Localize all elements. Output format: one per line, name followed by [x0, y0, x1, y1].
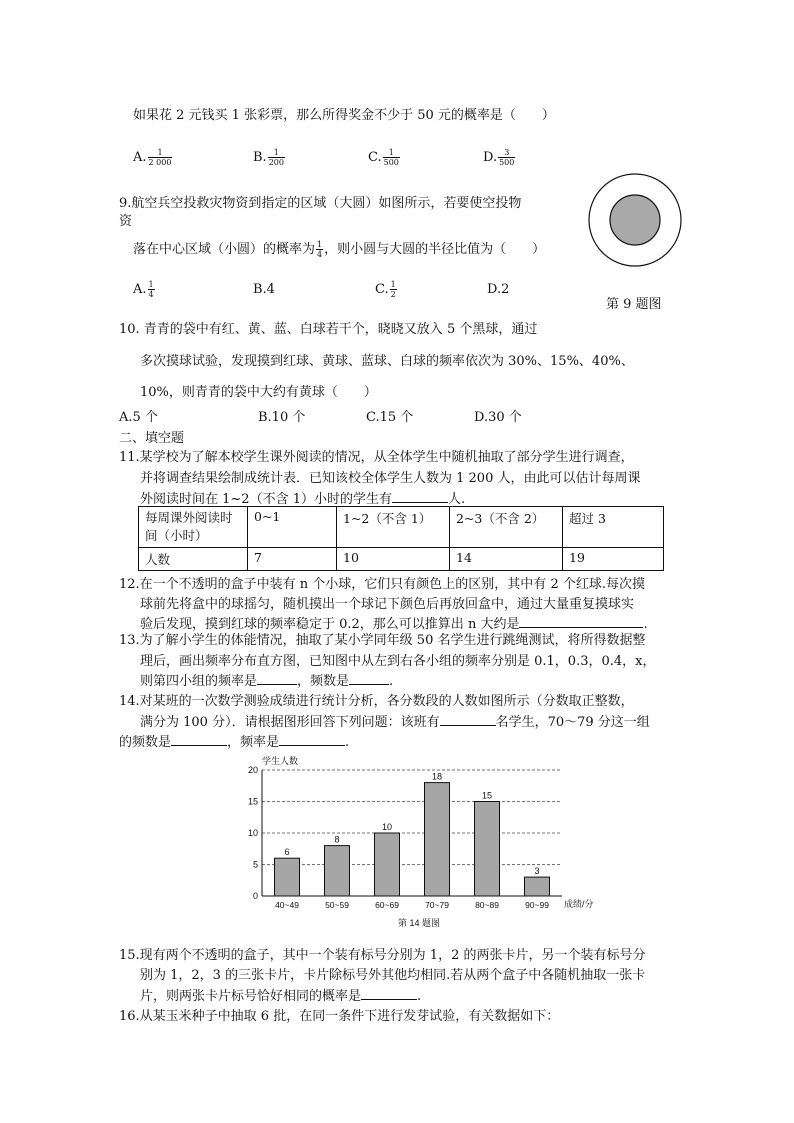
chart-ylabel: 学生人数: [262, 756, 299, 766]
table-header-cell: 超过 3: [563, 507, 664, 548]
small-circle: [610, 195, 660, 245]
q11-line1: 11.某学校为了解本校学生课外阅读的情况，从全体学生中随机抽取了部分学生进行调查，: [119, 450, 634, 465]
chart-data-label: 8: [334, 834, 340, 845]
q14-line2: [140, 711, 650, 730]
q9-c-num: 1: [390, 280, 396, 289]
table-cell: 人数: [139, 548, 248, 571]
q8-d-num: 3: [498, 148, 515, 158]
table-header-cell: 0~1: [248, 507, 337, 548]
table-row: [139, 548, 664, 571]
q9-frac-num: 1: [317, 240, 323, 249]
q9-circle-figure: [585, 170, 685, 270]
q8-option-d-label: D.: [483, 150, 498, 165]
chart-ytick-label: 5: [252, 859, 258, 870]
q9-option-c-label: C.: [375, 282, 389, 297]
chart-ytick-label: 0: [252, 891, 258, 901]
chart-xtick-label: 80~89: [475, 900, 499, 910]
chart-bar: [525, 877, 550, 896]
q14-students-blank[interactable]: [440, 713, 496, 726]
q11-line3: [140, 488, 465, 507]
q8-option-d-fraction: [498, 148, 515, 167]
section-title-fill-in: 二、填空题: [119, 431, 185, 446]
q9-quarter-fraction: [316, 240, 323, 259]
q8-option-a[interactable]: [133, 148, 173, 167]
q8-stem: 如果花 2 元钱买 1 张彩票，那么所得奖金不少于 50 元的概率是（ ）: [133, 108, 555, 123]
q13-line3: [140, 670, 393, 689]
q14-count-blank[interactable]: [171, 733, 227, 746]
q12-line2: 球前先将盒中的球摇匀，随机摸出一个球记下颜色后再放回盒中，通过大量重复摸球实: [140, 597, 635, 612]
chart-ytick-label: 10: [247, 828, 258, 838]
q14-line3: [119, 731, 349, 750]
chart-data-label: 18: [431, 771, 443, 782]
chart-xlabel: 成绩/分: [564, 899, 594, 909]
q9-c-den: 2: [390, 290, 396, 299]
table-header-cell: 1~2（不含 1）: [337, 507, 450, 548]
q9-a-den: 4: [148, 290, 154, 299]
q14-line3-text: 的频数是: [119, 735, 172, 750]
q8-a-den: 2 000: [148, 158, 172, 167]
q10-option-b[interactable]: B.10 个: [258, 410, 306, 425]
chart-xtick-label: 70~79: [425, 900, 449, 910]
chart-caption: 第 14 题图: [398, 918, 441, 928]
q12-line1: 12.在一个不透明的盒子中装有 n 个小球，它们只有颜色上的区别，其中有 2 个红球.每次摸: [119, 577, 645, 592]
q9-option-d[interactable]: D.2: [487, 282, 510, 297]
q14-line3-end: .: [345, 735, 350, 750]
q8-option-b-fraction: [268, 148, 285, 167]
q9-line1b: 资: [119, 214, 133, 229]
table-cell: 14: [450, 548, 563, 571]
q10-line1: 10. 青青的袋中有红、黄、蓝、白球若干个，晓晓又放入 5 个黑球，通过: [119, 322, 538, 337]
table-row: [139, 507, 664, 548]
chart-ytick-label: 20: [247, 765, 258, 775]
q8-option-c[interactable]: [368, 148, 401, 167]
chart-bar: [375, 833, 400, 896]
q9-option-a[interactable]: [133, 280, 156, 299]
q8-d-den: 500: [499, 158, 515, 167]
q9-figure-caption: 第 9 题图: [606, 297, 662, 312]
chart-bar: [275, 858, 300, 896]
q10-option-d[interactable]: D.30 个: [474, 410, 522, 425]
q15-line3: [140, 985, 421, 1004]
q13-line3-mid: ，频数是: [297, 674, 350, 689]
q10-line3: 10%，则青青的袋中大约有黄球（ ）: [140, 385, 377, 400]
q11-answer-blank[interactable]: [392, 490, 448, 503]
chart-data-label: 3: [534, 866, 540, 877]
q13-line1: 13.为了解小学生的体能情况，抽取了某小学同年级 50 名学生进行跳绳测试，将所得数据整: [119, 633, 646, 648]
q13-frequency-blank[interactable]: [257, 672, 297, 685]
q8-b-den: 200: [268, 158, 284, 167]
q9-option-c[interactable]: [375, 280, 398, 299]
q10-line2: 多次摸球试验，发现摸到红球、黄球、蓝球、白球的频率依次为 30%、15%、40%、: [140, 354, 634, 369]
q13-count-blank[interactable]: [349, 672, 389, 685]
q8-option-c-label: C.: [368, 150, 382, 165]
q14-frequency-blank[interactable]: [279, 733, 345, 746]
q10-option-a[interactable]: A.5 个: [119, 410, 158, 425]
q9-line1: 9.航空兵空投救灾物资到指定的区域（大圆）如图所示，若要使空投物: [119, 196, 522, 211]
q14-line1: 14.对某班的一次数学测验成绩进行统计分析，各分数段的人数如图所示（分数取正整数，: [119, 694, 634, 709]
q9-option-b[interactable]: B.4: [253, 282, 275, 297]
q13-line2: 理后，画出频率分布直方图，已知图中从左到右各小组的频率分别是 0.1，0.3，0.4，x，: [140, 654, 656, 669]
q11-line3-text: 外阅读时间在 1~2（不含 1）小时的学生有: [140, 492, 392, 507]
table-header-cell: 2~3（不含 2）: [450, 507, 563, 548]
q15-line1: 15.现有两个不透明的盒子，其中一个装有标号分别为 1，2 的两张卡片，另一个装有标号分: [119, 948, 646, 963]
q15-line3-text: 片，则两张卡片标号恰好相同的概率是: [140, 989, 362, 1004]
q16-line1: 16.从某玉米种子中抽取 6 批，在同一条件下进行发芽试验，有关数据如下：: [119, 1009, 560, 1024]
table-header-cell: 每周课外阅读时间（小时）: [139, 507, 248, 548]
q14-bar-chart: [240, 752, 610, 932]
table-cell: 7: [248, 548, 337, 571]
q13-line3-text: 则第四小组的频率是: [140, 674, 258, 689]
q8-c-num: 1: [383, 148, 400, 158]
chart-bar: [475, 802, 500, 897]
q8-b-num: 1: [268, 148, 285, 158]
q8-option-b[interactable]: [253, 148, 286, 167]
q14-line2-text: 满分为 100 分）．请根据图形回答下列问题：该班有: [140, 715, 440, 730]
chart-data-label: 6: [284, 847, 290, 858]
q8-option-a-label: A.: [133, 150, 147, 165]
q9-option-a-fraction: [148, 280, 155, 299]
q15-line2: 别为 1，2，3 的三张卡片，卡片除标号外其他均相同.若从两个盒子中各随机抽取一张卡: [140, 968, 646, 983]
q12-answer-blank[interactable]: [519, 615, 643, 628]
q11-reading-table: [138, 506, 664, 571]
q8-option-b-label: B.: [253, 150, 267, 165]
q9-line2-start: 落在中心区域（小圆）的概率为: [133, 242, 316, 257]
chart-xtick-label: 60~69: [375, 900, 399, 910]
q11-line2: 并将调查结果绘制成统计表．已知该校全体学生人数为 1 200 人，由此可以估计每周课: [140, 471, 641, 486]
chart-data-label: 10: [381, 822, 393, 832]
q8-a-num: 1: [148, 148, 173, 158]
q9-option-c-fraction: [390, 280, 397, 299]
chart-xtick-label: 40~49: [275, 900, 299, 910]
table-cell: 10: [337, 548, 450, 571]
q14-line3-mid: ，频率是: [227, 735, 280, 750]
q11-line3-end: 人.: [447, 492, 466, 507]
q8-option-a-fraction: [148, 148, 173, 167]
q14-line2-end: 名学生，70～79 分这一组: [495, 715, 650, 730]
table-cell: 19: [563, 548, 664, 571]
q8-option-c-fraction: [383, 148, 400, 167]
q13-line3-end: .: [389, 674, 394, 689]
chart-xtick-label: 90~99: [525, 900, 549, 910]
q15-answer-blank[interactable]: [361, 987, 417, 1000]
q12-line3-end: .: [643, 617, 648, 632]
q8-option-d[interactable]: [483, 148, 516, 167]
q9-a-num: 1: [148, 280, 154, 289]
chart-bar: [425, 783, 450, 896]
q9-frac-den: 4: [317, 250, 323, 259]
q15-line3-end: .: [417, 989, 422, 1004]
chart-data-label: 15: [481, 790, 493, 801]
chart-bar: [325, 846, 350, 896]
chart-ytick-label: 15: [247, 796, 258, 807]
q12-line3-text: 验后发现，摸到红球的频率稳定于 0.2，那么可以推算出 n 大约是: [140, 617, 520, 632]
q9-line2-end: ，则小圆与大圆的半径比值为（ ）: [324, 242, 546, 257]
q9-line2: [133, 238, 545, 259]
q9-option-a-label: A.: [133, 282, 147, 297]
chart-xtick-label: 50~59: [325, 900, 349, 910]
q8-c-den: 500: [383, 158, 399, 167]
q10-option-c[interactable]: C.15 个: [366, 410, 414, 425]
